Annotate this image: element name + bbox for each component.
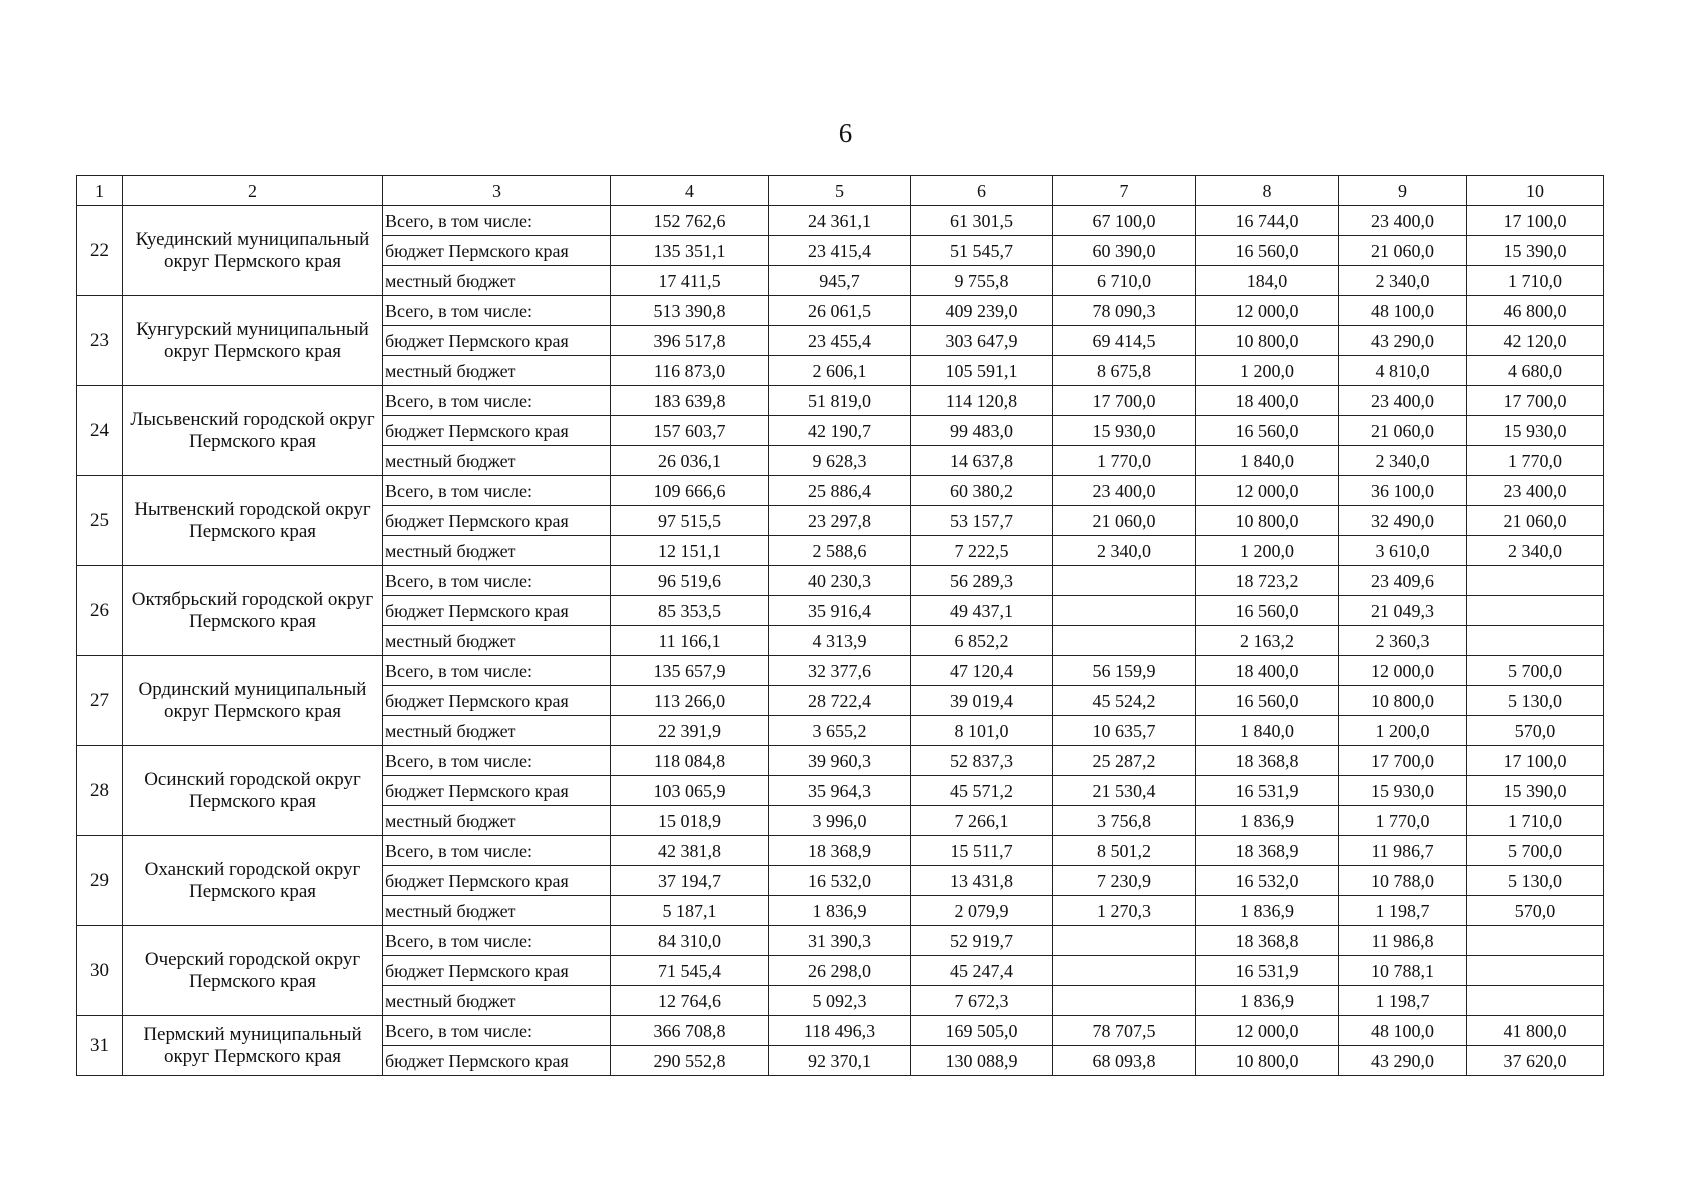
amount-cell: 23 400,0 [1053, 476, 1196, 506]
amount-cell: 3 610,0 [1339, 536, 1467, 566]
amount-cell: 1 836,9 [1196, 806, 1339, 836]
amount-cell: 67 100,0 [1053, 206, 1196, 236]
amount-cell: 49 437,1 [911, 596, 1053, 626]
budget-table [76, 175, 1604, 1076]
amount-cell: 17 100,0 [1467, 746, 1604, 776]
amount-cell: 3 996,0 [769, 806, 911, 836]
funding-source-cell: местный бюджет [383, 986, 611, 1016]
amount-cell: 32 377,6 [769, 656, 911, 686]
funding-source-cell: Всего, в том числе: [383, 206, 611, 236]
amount-cell: 152 762,6 [611, 206, 769, 236]
amount-cell: 18 368,8 [1196, 926, 1339, 956]
amount-cell: 8 675,8 [1053, 356, 1196, 386]
amount-cell: 23 455,4 [769, 326, 911, 356]
table-row [77, 206, 1604, 236]
amount-cell: 21 049,3 [1339, 596, 1467, 626]
amount-cell: 12 764,6 [611, 986, 769, 1016]
amount-cell: 17 700,0 [1339, 746, 1467, 776]
funding-source-cell: бюджет Пермского края [383, 326, 611, 356]
amount-cell: 42 381,8 [611, 836, 769, 866]
amount-cell: 130 088,9 [911, 1046, 1053, 1076]
amount-cell: 96 519,6 [611, 566, 769, 596]
amount-cell: 68 093,8 [1053, 1046, 1196, 1076]
row-number-cell: 26 [77, 566, 123, 656]
amount-cell: 16 532,0 [769, 866, 911, 896]
amount-cell: 16 560,0 [1196, 416, 1339, 446]
amount-cell: 116 873,0 [611, 356, 769, 386]
amount-cell: 51 819,0 [769, 386, 911, 416]
municipality-cell: Кунгурский муниципальный округ Пермского края [123, 296, 383, 386]
amount-cell: 303 647,9 [911, 326, 1053, 356]
amount-cell: 56 159,9 [1053, 656, 1196, 686]
amount-cell: 23 400,0 [1467, 476, 1604, 506]
amount-cell: 1 840,0 [1196, 716, 1339, 746]
amount-cell: 17 700,0 [1467, 386, 1604, 416]
amount-cell: 7 222,5 [911, 536, 1053, 566]
funding-source-cell: Всего, в том числе: [383, 746, 611, 776]
amount-cell: 37 194,7 [611, 866, 769, 896]
amount-cell: 21 060,0 [1467, 506, 1604, 536]
amount-cell: 23 400,0 [1339, 206, 1467, 236]
amount-cell: 17 700,0 [1053, 386, 1196, 416]
amount-cell: 6 710,0 [1053, 266, 1196, 296]
column-header: 10 [1467, 176, 1604, 206]
amount-cell: 12 000,0 [1196, 1016, 1339, 1046]
amount-cell: 23 415,4 [769, 236, 911, 266]
amount-cell: 945,7 [769, 266, 911, 296]
amount-cell: 12 000,0 [1339, 656, 1467, 686]
amount-cell: 12 151,1 [611, 536, 769, 566]
funding-source-cell: бюджет Пермского края [383, 506, 611, 536]
amount-cell: 60 390,0 [1053, 236, 1196, 266]
amount-cell: 51 545,7 [911, 236, 1053, 266]
amount-cell: 5 700,0 [1467, 836, 1604, 866]
amount-cell: 47 120,4 [911, 656, 1053, 686]
amount-cell: 23 409,6 [1339, 566, 1467, 596]
funding-source-cell: Всего, в том числе: [383, 476, 611, 506]
amount-cell: 1 770,0 [1467, 446, 1604, 476]
row-number-cell: 24 [77, 386, 123, 476]
amount-cell: 1 710,0 [1467, 806, 1604, 836]
amount-cell: 39 960,3 [769, 746, 911, 776]
amount-cell: 1 770,0 [1339, 806, 1467, 836]
amount-cell: 53 157,7 [911, 506, 1053, 536]
amount-cell: 11 986,8 [1339, 926, 1467, 956]
amount-cell: 9 628,3 [769, 446, 911, 476]
amount-cell [1053, 626, 1196, 656]
amount-cell: 24 361,1 [769, 206, 911, 236]
amount-cell: 8 101,0 [911, 716, 1053, 746]
amount-cell: 36 100,0 [1339, 476, 1467, 506]
table-body [77, 176, 1604, 1076]
amount-cell: 10 788,1 [1339, 956, 1467, 986]
amount-cell: 135 351,1 [611, 236, 769, 266]
amount-cell: 40 230,3 [769, 566, 911, 596]
amount-cell: 48 100,0 [1339, 1016, 1467, 1046]
amount-cell: 184,0 [1196, 266, 1339, 296]
amount-cell: 26 061,5 [769, 296, 911, 326]
amount-cell: 1 270,3 [1053, 896, 1196, 926]
amount-cell: 26 298,0 [769, 956, 911, 986]
funding-source-cell: Всего, в том числе: [383, 566, 611, 596]
amount-cell: 15 930,0 [1339, 776, 1467, 806]
amount-cell: 169 505,0 [911, 1016, 1053, 1046]
amount-cell: 103 065,9 [611, 776, 769, 806]
amount-cell [1467, 986, 1604, 1016]
amount-cell: 15 511,7 [911, 836, 1053, 866]
amount-cell: 23 297,8 [769, 506, 911, 536]
municipality-cell: Куединский муниципальный округ Пермского края [123, 206, 383, 296]
amount-cell: 28 722,4 [769, 686, 911, 716]
column-header: 4 [611, 176, 769, 206]
amount-cell: 15 930,0 [1467, 416, 1604, 446]
amount-cell: 15 930,0 [1053, 416, 1196, 446]
amount-cell: 2 340,0 [1339, 446, 1467, 476]
table-row [77, 1016, 1604, 1046]
municipality-cell: Пермский муниципальный округ Пермского края [123, 1016, 383, 1076]
amount-cell: 14 637,8 [911, 446, 1053, 476]
funding-source-cell: Всего, в том числе: [383, 296, 611, 326]
amount-cell: 42 120,0 [1467, 326, 1604, 356]
amount-cell: 10 788,0 [1339, 866, 1467, 896]
amount-cell: 396 517,8 [611, 326, 769, 356]
amount-cell: 5 130,0 [1467, 686, 1604, 716]
amount-cell: 10 800,0 [1339, 686, 1467, 716]
amount-cell: 18 400,0 [1196, 656, 1339, 686]
amount-cell: 17 411,5 [611, 266, 769, 296]
amount-cell: 2 606,1 [769, 356, 911, 386]
amount-cell: 84 310,0 [611, 926, 769, 956]
funding-source-cell: бюджет Пермского края [383, 866, 611, 896]
municipality-cell: Нытвенский городской округ Пермского края [123, 476, 383, 566]
funding-source-cell: бюджет Пермского края [383, 776, 611, 806]
amount-cell: 113 266,0 [611, 686, 769, 716]
amount-cell: 3 756,8 [1053, 806, 1196, 836]
amount-cell: 4 313,9 [769, 626, 911, 656]
funding-source-cell: местный бюджет [383, 356, 611, 386]
amount-cell: 1 198,7 [1339, 986, 1467, 1016]
amount-cell: 15 390,0 [1467, 236, 1604, 266]
amount-cell: 157 603,7 [611, 416, 769, 446]
funding-source-cell: бюджет Пермского края [383, 1046, 611, 1076]
table-row [77, 656, 1604, 686]
amount-cell: 52 837,3 [911, 746, 1053, 776]
table-row [77, 296, 1604, 326]
funding-source-cell: бюджет Пермского края [383, 956, 611, 986]
funding-source-cell: местный бюджет [383, 266, 611, 296]
amount-cell: 61 301,5 [911, 206, 1053, 236]
amount-cell: 1 200,0 [1196, 356, 1339, 386]
amount-cell [1467, 956, 1604, 986]
column-header: 7 [1053, 176, 1196, 206]
table-row [77, 926, 1604, 956]
amount-cell: 42 190,7 [769, 416, 911, 446]
amount-cell: 21 530,4 [1053, 776, 1196, 806]
column-header: 8 [1196, 176, 1339, 206]
column-header: 5 [769, 176, 911, 206]
amount-cell: 5 092,3 [769, 986, 911, 1016]
amount-cell: 5 700,0 [1467, 656, 1604, 686]
amount-cell: 11 166,1 [611, 626, 769, 656]
amount-cell: 69 414,5 [1053, 326, 1196, 356]
amount-cell: 1 770,0 [1053, 446, 1196, 476]
amount-cell: 18 368,8 [1196, 746, 1339, 776]
amount-cell: 570,0 [1467, 716, 1604, 746]
amount-cell [1053, 986, 1196, 1016]
amount-cell: 43 290,0 [1339, 1046, 1467, 1076]
amount-cell [1053, 956, 1196, 986]
row-number-cell: 22 [77, 206, 123, 296]
column-header: 1 [77, 176, 123, 206]
amount-cell: 10 635,7 [1053, 716, 1196, 746]
funding-source-cell: бюджет Пермского края [383, 596, 611, 626]
amount-cell: 78 707,5 [1053, 1016, 1196, 1046]
amount-cell: 71 545,4 [611, 956, 769, 986]
amount-cell: 43 290,0 [1339, 326, 1467, 356]
amount-cell: 105 591,1 [911, 356, 1053, 386]
amount-cell: 32 490,0 [1339, 506, 1467, 536]
amount-cell: 290 552,8 [611, 1046, 769, 1076]
amount-cell: 45 524,2 [1053, 686, 1196, 716]
amount-cell: 6 852,2 [911, 626, 1053, 656]
column-header: 3 [383, 176, 611, 206]
amount-cell: 37 620,0 [1467, 1046, 1604, 1076]
table-row [77, 476, 1604, 506]
amount-cell: 18 400,0 [1196, 386, 1339, 416]
amount-cell: 10 800,0 [1196, 506, 1339, 536]
municipality-cell: Лысьвенский городской округ Пермского края [123, 386, 383, 476]
amount-cell: 15 390,0 [1467, 776, 1604, 806]
amount-cell: 39 019,4 [911, 686, 1053, 716]
column-header: 9 [1339, 176, 1467, 206]
amount-cell: 1 836,9 [769, 896, 911, 926]
amount-cell: 17 100,0 [1467, 206, 1604, 236]
funding-source-cell: местный бюджет [383, 446, 611, 476]
amount-cell: 41 800,0 [1467, 1016, 1604, 1046]
funding-source-cell: местный бюджет [383, 806, 611, 836]
amount-cell [1467, 926, 1604, 956]
amount-cell: 7 266,1 [911, 806, 1053, 836]
amount-cell: 135 657,9 [611, 656, 769, 686]
row-number-cell: 29 [77, 836, 123, 926]
amount-cell: 21 060,0 [1339, 236, 1467, 266]
funding-source-cell: местный бюджет [383, 626, 611, 656]
amount-cell: 2 340,0 [1339, 266, 1467, 296]
amount-cell: 2 079,9 [911, 896, 1053, 926]
amount-cell: 1 200,0 [1196, 536, 1339, 566]
funding-source-cell: Всего, в том числе: [383, 836, 611, 866]
amount-cell [1467, 566, 1604, 596]
row-number-cell: 30 [77, 926, 123, 1016]
amount-cell [1053, 926, 1196, 956]
amount-cell: 3 655,2 [769, 716, 911, 746]
amount-cell: 46 800,0 [1467, 296, 1604, 326]
table-row [77, 836, 1604, 866]
amount-cell: 25 886,4 [769, 476, 911, 506]
amount-cell: 409 239,0 [911, 296, 1053, 326]
amount-cell: 12 000,0 [1196, 296, 1339, 326]
amount-cell: 9 755,8 [911, 266, 1053, 296]
amount-cell: 15 018,9 [611, 806, 769, 836]
amount-cell: 18 723,2 [1196, 566, 1339, 596]
funding-source-cell: местный бюджет [383, 896, 611, 926]
amount-cell: 85 353,5 [611, 596, 769, 626]
funding-source-cell: Всего, в том числе: [383, 656, 611, 686]
row-number-cell: 25 [77, 476, 123, 566]
amount-cell: 13 431,8 [911, 866, 1053, 896]
amount-cell: 97 515,5 [611, 506, 769, 536]
amount-cell: 52 919,7 [911, 926, 1053, 956]
column-header: 2 [123, 176, 383, 206]
amount-cell: 8 501,2 [1053, 836, 1196, 866]
amount-cell: 4 810,0 [1339, 356, 1467, 386]
funding-source-cell: Всего, в том числе: [383, 926, 611, 956]
amount-cell: 183 639,8 [611, 386, 769, 416]
row-number-cell: 28 [77, 746, 123, 836]
amount-cell: 118 084,8 [611, 746, 769, 776]
column-number-row [77, 176, 1604, 206]
amount-cell: 570,0 [1467, 896, 1604, 926]
amount-cell: 2 340,0 [1053, 536, 1196, 566]
amount-cell: 18 368,9 [769, 836, 911, 866]
municipality-cell: Оханский городской округ Пермского края [123, 836, 383, 926]
funding-source-cell: Всего, в том числе: [383, 386, 611, 416]
funding-source-cell: бюджет Пермского края [383, 236, 611, 266]
amount-cell: 99 483,0 [911, 416, 1053, 446]
row-number-cell: 27 [77, 656, 123, 746]
amount-cell: 1 836,9 [1196, 986, 1339, 1016]
amount-cell: 366 708,8 [611, 1016, 769, 1046]
funding-source-cell: местный бюджет [383, 536, 611, 566]
amount-cell: 16 560,0 [1196, 596, 1339, 626]
amount-cell: 2 163,2 [1196, 626, 1339, 656]
amount-cell: 1 710,0 [1467, 266, 1604, 296]
amount-cell: 2 588,6 [769, 536, 911, 566]
funding-source-cell: бюджет Пермского края [383, 686, 611, 716]
amount-cell: 31 390,3 [769, 926, 911, 956]
amount-cell: 21 060,0 [1339, 416, 1467, 446]
page-number: 6 [838, 118, 853, 148]
amount-cell: 16 531,9 [1196, 956, 1339, 986]
amount-cell: 35 916,4 [769, 596, 911, 626]
column-header: 6 [911, 176, 1053, 206]
amount-cell: 16 744,0 [1196, 206, 1339, 236]
amount-cell: 48 100,0 [1339, 296, 1467, 326]
amount-cell: 35 964,3 [769, 776, 911, 806]
amount-cell: 109 666,6 [611, 476, 769, 506]
row-number-cell: 31 [77, 1016, 123, 1076]
amount-cell: 114 120,8 [911, 386, 1053, 416]
amount-cell: 11 986,7 [1339, 836, 1467, 866]
amount-cell: 5 187,1 [611, 896, 769, 926]
amount-cell: 18 368,9 [1196, 836, 1339, 866]
amount-cell: 16 532,0 [1196, 866, 1339, 896]
amount-cell: 513 390,8 [611, 296, 769, 326]
amount-cell: 2 340,0 [1467, 536, 1604, 566]
amount-cell: 10 800,0 [1196, 1046, 1339, 1076]
amount-cell [1053, 596, 1196, 626]
amount-cell: 16 531,9 [1196, 776, 1339, 806]
amount-cell: 60 380,2 [911, 476, 1053, 506]
amount-cell: 92 370,1 [769, 1046, 911, 1076]
amount-cell: 7 672,3 [911, 986, 1053, 1016]
table-row [77, 386, 1604, 416]
amount-cell: 78 090,3 [1053, 296, 1196, 326]
amount-cell: 16 560,0 [1196, 236, 1339, 266]
amount-cell: 10 800,0 [1196, 326, 1339, 356]
municipality-cell: Осинский городской округ Пермского края [123, 746, 383, 836]
amount-cell [1467, 626, 1604, 656]
amount-cell: 26 036,1 [611, 446, 769, 476]
table-row [77, 566, 1604, 596]
amount-cell: 45 571,2 [911, 776, 1053, 806]
amount-cell: 12 000,0 [1196, 476, 1339, 506]
amount-cell: 1 200,0 [1339, 716, 1467, 746]
amount-cell [1467, 596, 1604, 626]
amount-cell: 1 836,9 [1196, 896, 1339, 926]
table-row [77, 746, 1604, 776]
municipality-cell: Октябрьский городской округ Пермского края [123, 566, 383, 656]
amount-cell: 25 287,2 [1053, 746, 1196, 776]
municipality-cell: Очерский городской округ Пермского края [123, 926, 383, 1016]
amount-cell: 16 560,0 [1196, 686, 1339, 716]
amount-cell: 118 496,3 [769, 1016, 911, 1046]
amount-cell: 4 680,0 [1467, 356, 1604, 386]
amount-cell [1053, 566, 1196, 596]
amount-cell: 23 400,0 [1339, 386, 1467, 416]
funding-source-cell: бюджет Пермского края [383, 416, 611, 446]
amount-cell: 7 230,9 [1053, 866, 1196, 896]
municipality-cell: Ординский муниципальный округ Пермского края [123, 656, 383, 746]
amount-cell: 56 289,3 [911, 566, 1053, 596]
amount-cell: 1 840,0 [1196, 446, 1339, 476]
amount-cell: 2 360,3 [1339, 626, 1467, 656]
row-number-cell: 23 [77, 296, 123, 386]
amount-cell: 22 391,9 [611, 716, 769, 746]
funding-source-cell: Всего, в том числе: [383, 1016, 611, 1046]
amount-cell: 21 060,0 [1053, 506, 1196, 536]
amount-cell: 5 130,0 [1467, 866, 1604, 896]
amount-cell: 1 198,7 [1339, 896, 1467, 926]
funding-source-cell: местный бюджет [383, 716, 611, 746]
amount-cell: 45 247,4 [911, 956, 1053, 986]
